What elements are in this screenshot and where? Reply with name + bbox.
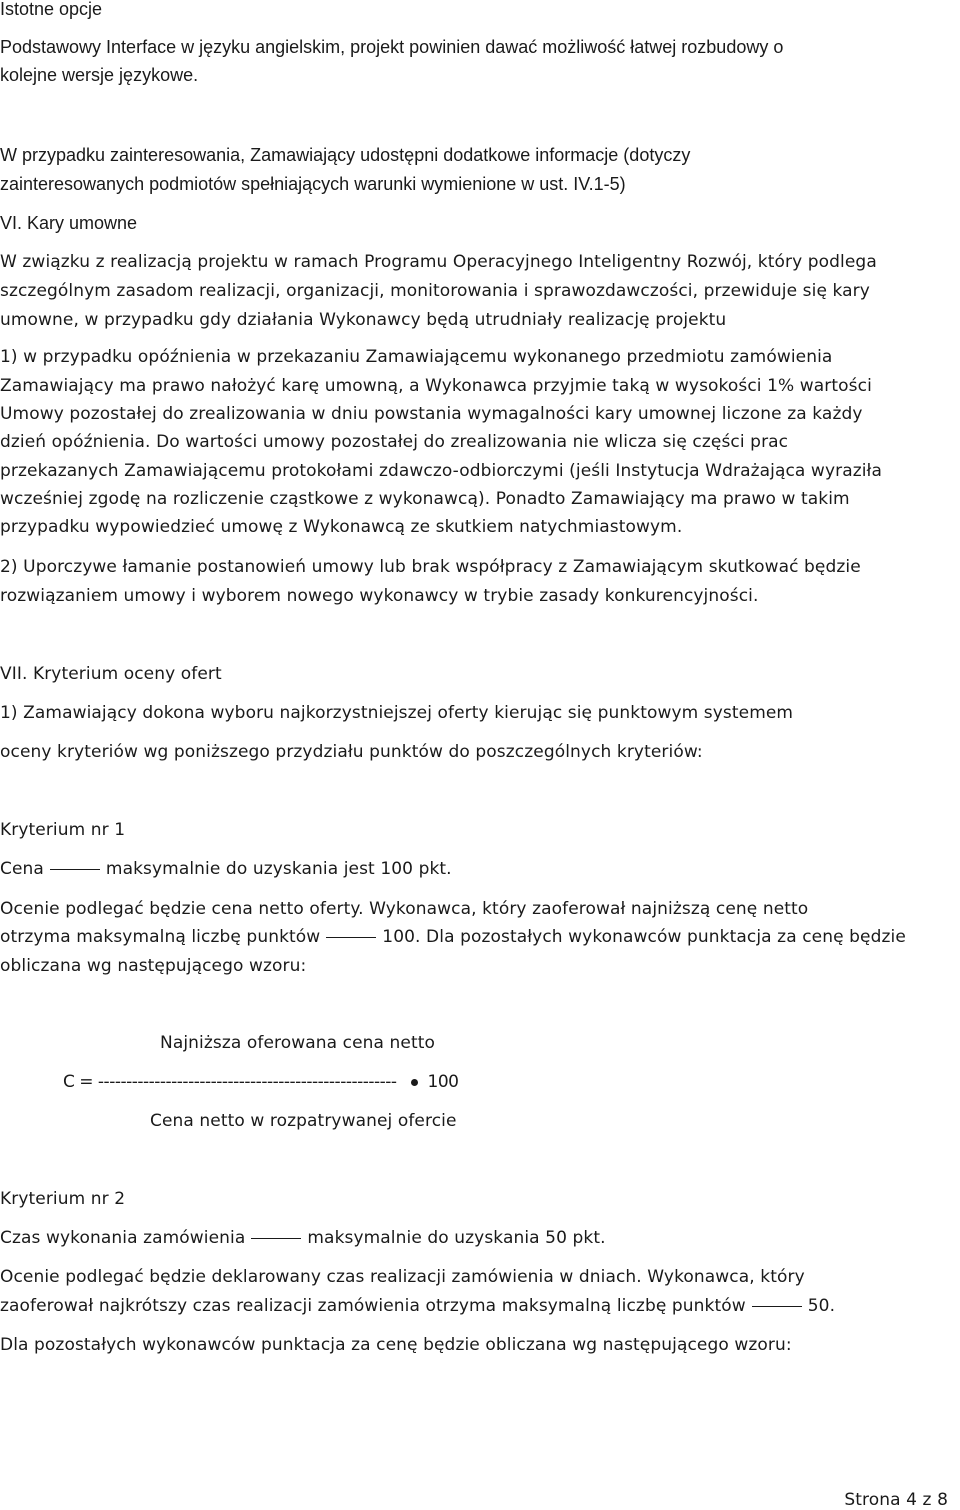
list-item-line: 2) Uporczywe łamanie postanowień umowy lub brak współpracy z Zamawiającym skutkować będzie [0, 557, 861, 577]
formula-multiplier: 100 [427, 1072, 459, 1092]
list-item-line: Umowy pozostałej do zrealizowania w dniu powstania wymagalności kary umownej liczone za każdy [0, 404, 863, 424]
section-heading: Istotne opcje [0, 0, 103, 19]
list-item-line: wcześniej zgodę na rozliczenie cząstkowe z wykonawcą). Ponadto Zamawiający ma prawo w takim [0, 489, 850, 509]
formula-line [63, 1071, 459, 1093]
criterion-name-left: Cena [0, 859, 44, 879]
paragraph-line [0, 926, 906, 948]
paragraph-line: umowne, w przypadku gdy działania Wykonawcy będą utrudniały realizację projektu [0, 310, 727, 330]
criterion-name-right: maksymalnie do uzyskania 50 pkt. [307, 1228, 606, 1248]
paragraph-line: oceny kryteriów wg poniższego przydziału punktów do poszczególnych kryteriów: [0, 742, 703, 762]
criterion-name [0, 1227, 606, 1249]
section-heading-kary: VI. Kary umowne [0, 213, 138, 233]
text-part: otrzyma maksymalną liczbę punktów [0, 927, 321, 947]
criterion-name [0, 858, 452, 880]
paragraph-line: zainteresowanych podmiotów spełniających warunki wymienione w ust. IV.1-5) [0, 174, 626, 194]
list-item-line: przekazanych Zamawiającemu protokołami zdawczo-odbiorczymi (jeśli Instytucja Wdrażająca wyraziła [0, 461, 883, 481]
criterion-title: Kryterium nr 2 [0, 1189, 126, 1209]
paragraph-line: W związku z realizacją projektu w ramach Programu Operacyjnego Inteligentny Rozwój, który podlega [0, 252, 877, 272]
list-item-line: rozwiązaniem umowy i wyborem nowego wykonawcy w trybie zasady konkurencyjności. [0, 586, 759, 606]
criterion-name-right: maksymalnie do uzyskania jest 100 pkt. [105, 859, 452, 879]
list-item-line: przypadku wypowiedzieć umowę z Wykonawcą ze skutkiem natychmiastowym. [0, 517, 683, 537]
multiply-dot-icon [411, 1079, 418, 1086]
paragraph-line: obliczana wg następującego wzoru: [0, 956, 307, 976]
paragraph-line: Ocenie podlegać będzie cena netto oferty. Wykonawca, który zaoferował najniższą cenę netto [0, 899, 809, 919]
criterion-title: Kryterium nr 1 [0, 820, 126, 840]
section-heading-kryterium: VII. Kryterium oceny ofert [0, 664, 222, 684]
paragraph-line: Podstawowy Interface w języku angielskim, projekt powinien dawać możliwość łatwej rozbudowy o [0, 37, 784, 57]
formula-lhs: C = [63, 1072, 98, 1092]
formula-numerator: Najniższa oferowana cena netto [160, 1033, 436, 1053]
text-part: zaoferował najkrótszy czas realizacji zamówienia otrzyma maksymalną liczbę punktów [0, 1296, 746, 1316]
paragraph-line: Dla pozostałych wykonawców punktacja za cenę będzie obliczana wg następującego wzoru: [0, 1335, 792, 1355]
criterion-name-left: Czas wykonania zamówienia [0, 1228, 246, 1248]
list-item-line: dzień opóźnienia. Do wartości umowy pozostałej do zrealizowania nie wlicza się części prac [0, 432, 789, 452]
formula-denominator: Cena netto w rozpatrywanej ofercie [150, 1111, 457, 1131]
em-dash [752, 1306, 802, 1307]
em-dash [326, 937, 376, 938]
paragraph-line: 1) Zamawiający dokona wyboru najkorzystniejszej oferty kierując się punktowym systemem [0, 703, 794, 723]
text-part: 50. [807, 1296, 836, 1316]
page-number: Strona 4 z 8 [844, 1490, 948, 1510]
em-dash [251, 1238, 301, 1239]
paragraph-line: szczególnym zasadom realizacji, organizacji, monitorowania i sprawozdawczości, przewiduje się kary [0, 281, 870, 301]
paragraph-line [0, 1295, 835, 1317]
text-part: 100. Dla pozostałych wykonawców punktacja za cenę będzie [382, 927, 906, 947]
list-item-line: 1) w przypadku opóźnienia w przekazaniu Zamawiającemu wykonanego przedmiotu zamówienia [0, 347, 833, 367]
paragraph-line: Ocenie podlegać będzie deklarowany czas realizacji zamówienia w dniach. Wykonawca, który [0, 1267, 805, 1287]
fraction-bar: ----------------------------------------------------- [97, 1072, 397, 1092]
paragraph-line: kolejne wersje językowe. [0, 65, 199, 85]
paragraph-line: W przypadku zainteresowania, Zamawiający udostępni dodatkowe informacje (dotyczy [0, 145, 691, 165]
list-item-line: Zamawiający ma prawo nałożyć karę umowną, a Wykonawca przyjmie taką w wysokości 1% wartości [0, 376, 872, 396]
em-dash [50, 869, 100, 870]
